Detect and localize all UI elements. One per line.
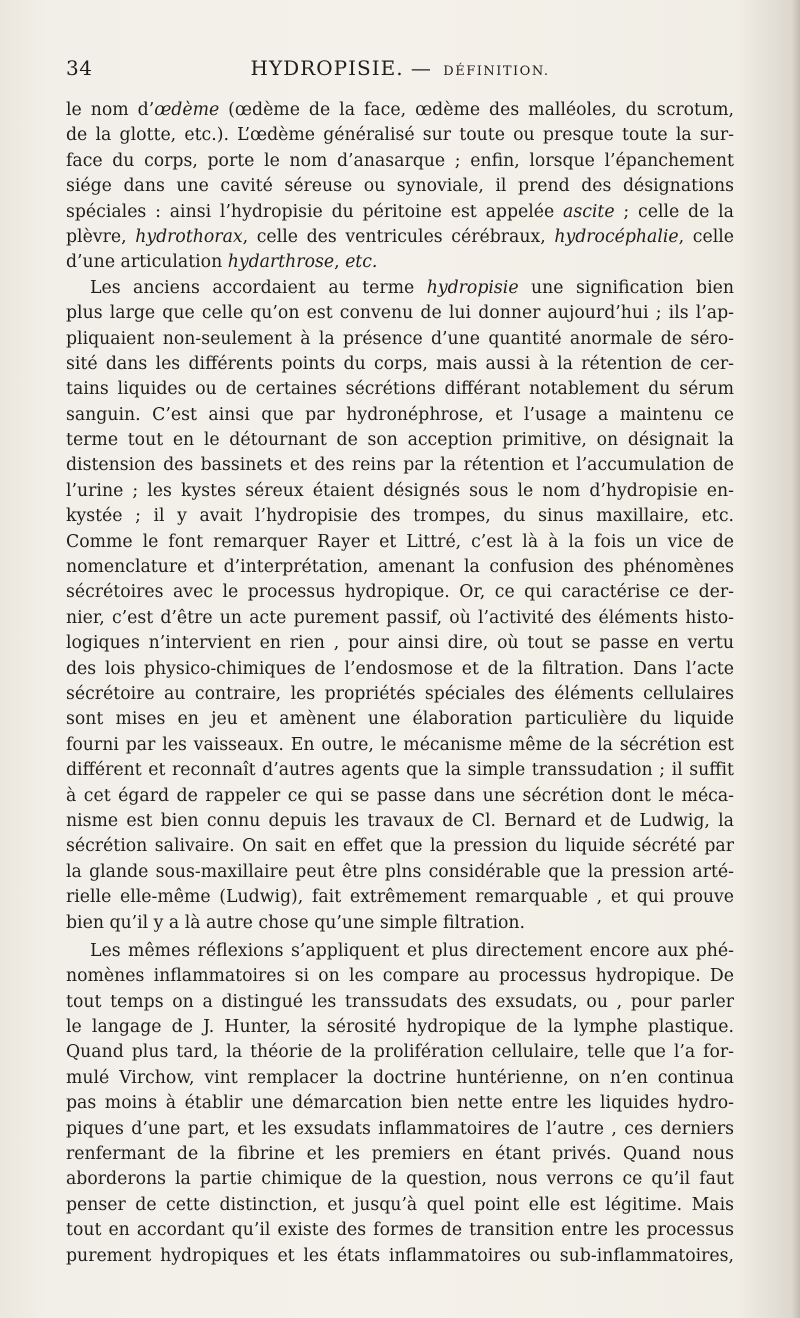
text-line: de la glotte, etc.). L’œdème généralisé sur toute ou presque toute la sur-	[66, 125, 734, 146]
text-line: pas moins à établir une démarcation bien nette entre les liquides hydro-	[66, 1093, 734, 1114]
text-line: purement hydropiques et les états inflammatoires ou sub-inflammatoires,	[66, 1245, 734, 1266]
running-title	[66, 56, 734, 80]
text-line: aborderons la partie chimique de la question, nous verrons ce qu’il faut	[66, 1169, 734, 1190]
running-title-section: DÉFINITION.	[443, 64, 550, 79]
text-line: Les anciens accordaient au terme hydropisie une signification bien	[90, 277, 734, 298]
text-line: nier, c’est d’être un acte purement passif, où l’activité des éléments histo-	[66, 607, 734, 628]
text-line: face du corps, porte le nom d’anasarque ; enfin, lorsque l’épanchement	[66, 150, 734, 171]
text-line: Les mêmes réflexions s’appliquent et plus directement encore aux phé-	[90, 940, 734, 961]
text-line: tout temps on a distingué les transsudats des exsudats, ou , pour parler	[66, 991, 734, 1012]
text-line: rielle elle-même (Ludwig), fait extrêmement remarquable , et qui prouve	[66, 887, 734, 908]
text-line: l’urine ; les kystes séreux étaient désignés sous le nom d’hydropisie en-	[66, 480, 734, 501]
text-line: kystée ; il y avait l’hydropisie des trompes, du sinus maxillaire, etc.	[66, 506, 734, 527]
text-line: sont mises en jeu et amènent une élaboration particulière du liquide	[66, 709, 734, 730]
text-line: nisme est bien connu depuis les travaux de Cl. Bernard et de Ludwig, la	[66, 810, 734, 831]
page-number: 34	[66, 56, 93, 80]
text-line: sité dans les différents points du corps, mais aussi à la rétention de cer-	[66, 353, 734, 374]
text-line: renfermant de la fibrine et les premiers en étant privés. Quand nous	[66, 1144, 734, 1165]
running-title-main: HYDROPISIE. —	[250, 56, 432, 80]
text-line: d’une articulation hydarthrose, etc.	[66, 252, 378, 273]
text-line: à cet égard de rappeler ce qui se passe dans une sécrétion dont le méca-	[66, 785, 734, 806]
text-line: nomènes inflammatoires si on les compare au processus hydropique. De	[66, 966, 734, 987]
text-line: la glande sous-maxillaire peut être plns considérable que la pression arté-	[66, 861, 734, 882]
text-line: penser de cette distinction, et jusqu’à quel point elle est légitime. Mais	[66, 1194, 734, 1215]
text-line: le langage de J. Hunter, la sérosité hydropique de la lymphe plastique.	[66, 1017, 734, 1038]
text-line: des lois physico-chimiques de l’endosmose et de la filtration. Dans l’acte	[66, 658, 734, 679]
text-line: terme tout en le détournant de son acception primitive, on désignait la	[66, 430, 734, 451]
paragraph	[66, 276, 734, 936]
text-line: Quand plus tard, la théorie de la prolifération cellulaire, telle que l’a for-	[66, 1042, 734, 1063]
text-line: sécrétoire au contraire, les propriétés spéciales des éléments cellulaires	[66, 683, 734, 704]
running-header	[66, 56, 734, 86]
text-line: logiques n’intervient en rien , pour ainsi dire, où tout se passe en vertu	[66, 633, 734, 654]
text-line: sécrétoires avec le processus hydropique. Or, ce qui caractérise ce der-	[66, 582, 734, 603]
text-line: tout en accordant qu’il existe des formes de transition entre les processus	[66, 1220, 734, 1241]
text-line: nomenclature et d’interprétation, amenant la confusion des phénomènes	[66, 557, 734, 578]
text-line: sanguin. C’est ainsi que par hydronéphrose, et l’usage a maintenu ce	[66, 404, 734, 425]
text-line: bien qu’il y a là autre chose qu’une simple filtration.	[66, 912, 526, 933]
text-line: piques d’une part, et les exsudats inflammatoires de l’autre , ces derniers	[66, 1118, 734, 1139]
text-line: le nom d’œdème (œdème de la face, œdème des malléoles, du scrotum,	[66, 100, 734, 120]
text-line: plus large que celle qu’on est convenu de lui donner aujourd’hui ; ils l’ap-	[66, 303, 734, 324]
text-line: pliquaient non-seulement à la présence d’une quantité anormale de séro-	[66, 328, 734, 349]
paragraph	[66, 98, 734, 276]
text-line: mulé Virchow, vint remplacer la doctrine huntérienne, on n’en continua	[66, 1067, 734, 1088]
text-line: Comme le font remarquer Rayer et Littré, c’est là à la fois un vice de	[66, 531, 734, 552]
text-line: siége dans une cavité séreuse ou synoviale, il prend des désignations	[66, 176, 734, 197]
text-line: fourni par les vaisseaux. En outre, le mécanisme même de la sécrétion est	[66, 734, 734, 755]
body-text	[66, 98, 734, 1269]
page-edge-shadow	[792, 0, 800, 1318]
text-line: sécrétion salivaire. On sait en effet que la pression du liquide sécrété par	[66, 836, 734, 857]
text-line: plèvre, hydrothorax, celle des ventricules cérébraux, hydrocéphalie, celle	[66, 226, 734, 247]
text-line: différent et reconnaît d’autres agents que la simple transsudation ; il suffit	[66, 760, 734, 781]
paragraph	[66, 939, 734, 1269]
text-line: spéciales : ainsi l’hydropisie du péritoine est appelée ascite ; celle de la	[66, 201, 734, 222]
text-line: distension des bassinets et des reins par la rétention et l’accumulation de	[66, 455, 734, 476]
text-line: tains liquides ou de certaines sécrétions différant notablement du sérum	[66, 379, 734, 400]
